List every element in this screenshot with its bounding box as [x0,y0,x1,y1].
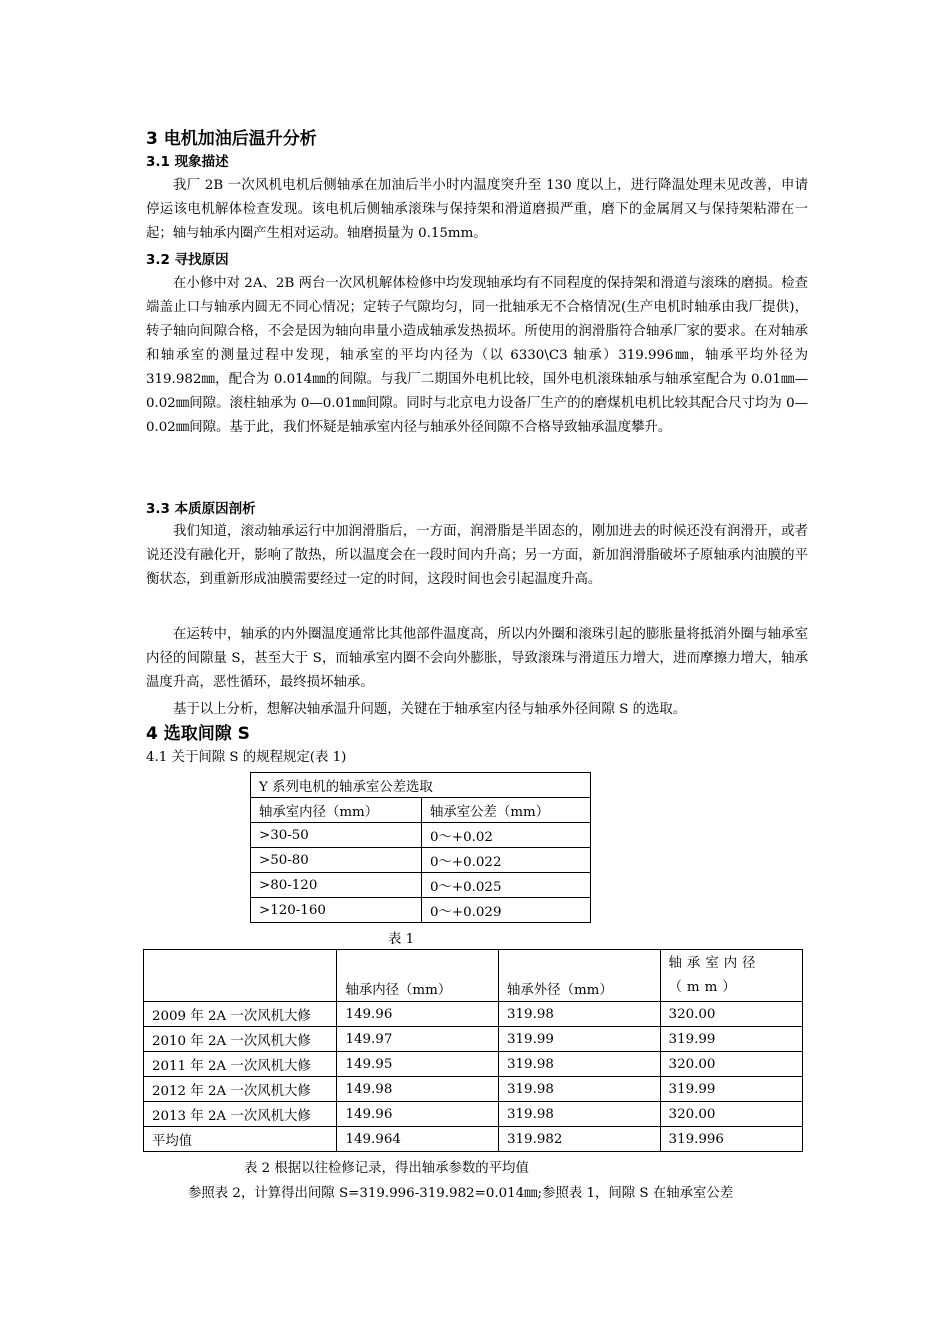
table-cell: 2009 年 2A 一次风机大修 [144,1002,337,1027]
table-cell: 149.95 [337,1052,499,1077]
table-cell: 平均值 [144,1127,337,1152]
table-cell: 0～+0.025 [422,873,591,898]
table-cell: 320.00 [660,1102,802,1127]
table-cell: >120-160 [251,898,422,923]
table-row [144,1102,803,1127]
section-4-heading: 4 选取间隙 S [146,724,250,744]
tolerance-table [250,772,591,923]
table-cell: 149.96 [337,1102,499,1127]
table-cell: 0～+0.029 [422,898,591,923]
table-cell: 319.99 [499,1027,661,1052]
table-row [251,823,591,848]
table-cell: 319.98 [499,1002,661,1027]
section-3-3-paragraph-1: 我们知道，滚动轴承运行中加润滑脂后，一方面，润滑脂是半固态的，刚加进去的时候还没有润滑开，或者说还没有融化开，影响了散热，所以温度会在一段时间内升高；另一方面，新加润滑脂破坏子原轴承内油膜的平衡状态，到重新形成油膜需要经过一定的时间，这段时间也会引起温度升高。 [146,524,808,587]
table-row [251,898,591,923]
table-2-caption: 表 2 根据以往检修记录，得出轴承参数的平均值 [244,1161,529,1176]
section-3-heading: 3 电机加油后温升分析 [146,129,317,149]
table-cell: 0～+0.022 [422,848,591,873]
header-cell [144,950,337,1002]
table-cell: 319.98 [499,1102,661,1127]
table-cell: 149.98 [337,1077,499,1102]
section-3-1-heading: 3.1 现象描述 [146,154,229,170]
table-1-caption: 表 1 [388,932,415,947]
section-3-2-paragraph: 在小修中对 2A、2B 两台一次风机解体检修中均发现轴承均有不同程度的保持架和滑道与滚珠的磨损。检查端盖止口与轴承内圆无不同心情况；定转子气隙均匀，同一批轴承无不合格情况(生产电机时轴承由我厂提供)，转子轴向间隙合格，不会是因为轴向串量小造成轴承发热损坏。所使用的润滑脂符合轴承厂家的要求。在对轴承和轴承室的测量过程中发现，轴承室的平均内径为（以 6330\C3 轴承）319.996㎜，轴承平均外径为 319.982㎜，配合为 0.014㎜的间隙。与我厂二期国外电机比较，国外电机滚珠轴承与轴承室配合为 0.01㎜—0.02㎜间隙。滚柱轴承为 0—0.01㎜间隙。同时与北京电力设备厂生产的的磨煤机电机比较其配合尺寸均为 0—0.02㎜间隙。基于此，我们怀疑是轴承室内径与轴承外径间隙不合格导致轴承温度攀升。 [146,276,808,435]
table-cell: >80-120 [251,873,422,898]
table-cell: 320.00 [660,1052,802,1077]
section-3-1-paragraph: 我厂 2B 一次风机电机后侧轴承在加油后半小时内温度突升至 130 度以上，进行降温处理未见改善，申请停运该电机解体检查发现。该电机后侧轴承滚珠与保持架和滑道磨损严重，磨下的金属屑又与保持架粘滞在一起；轴与轴承内圈产生相对运动。轴磨损量为 0.15mm。 [146,178,808,241]
table-cell: 319.99 [660,1077,802,1102]
table-row [144,1077,803,1102]
table-row [144,1052,803,1077]
table-cell: 0～+0.02 [422,823,591,848]
table-cell: 319.99 [660,1027,802,1052]
section-4-1-subheading: 4.1 关于间隙 S 的规程规定(表 1) [146,750,347,765]
table-cell: 319.98 [499,1077,661,1102]
table-cell: 2010 年 2A 一次风机大修 [144,1027,337,1052]
table-cell: 2013 年 2A 一次风机大修 [144,1102,337,1127]
table-row [251,773,591,798]
table-row [251,848,591,873]
table-header-row [251,798,591,823]
table-cell: 2011 年 2A 一次风机大修 [144,1052,337,1077]
header-cell: 轴承室内径（mm） [251,798,422,823]
closing-paragraph-line: 参照表 2，计算得出间隙 S=319.996-319.982=0.014㎜;参照表 1，间隙 S 在轴承室公差 [188,1186,734,1201]
section-3-3-paragraph-2: 在运转中，轴承的内外圈温度通常比其他部件温度高，所以内外圈和滚珠引起的膨胀量将抵消外圈与轴承室内径的间隙量 S，甚至大于 S，而轴承室内圈不会向外膨胀，导致滚珠与滑道压力增大，进而摩擦力增大，轴承温度升高，恶性循环，最终损坏轴承。 [146,627,808,690]
section-3-3-heading: 3.3 本质原因剖析 [146,501,256,517]
table-cell: 319.98 [499,1052,661,1077]
header-cell: 轴承外径（mm） [499,950,661,1002]
table-title-cell: Y 系列电机的轴承室公差选取 [251,773,591,798]
table-cell: >30-50 [251,823,422,848]
header-cell: 轴承内径（mm） [337,950,499,1002]
bearing-records-table [143,949,803,1152]
table-row [251,873,591,898]
table-cell: 149.97 [337,1027,499,1052]
table-cell: 319.982 [499,1127,661,1152]
table-cell: >50-80 [251,848,422,873]
table-row [144,1027,803,1052]
table-row [144,1127,803,1152]
section-3-3-paragraph-3: 基于以上分析，想解决轴承温升问题，关键在于轴承室内径与轴承外径间隙 S 的选取。 [173,702,687,717]
header-cell: 轴承室内径（mm） [660,950,802,1002]
table-cell: 149.964 [337,1127,499,1152]
table-cell: 319.996 [660,1127,802,1152]
header-cell: 轴承室公差（mm） [422,798,591,823]
table-header-row [144,950,803,1002]
table-cell: 149.96 [337,1002,499,1027]
table-cell: 2012 年 2A 一次风机大修 [144,1077,337,1102]
table-cell: 320.00 [660,1002,802,1027]
table-row [144,1002,803,1027]
section-3-2-heading: 3.2 寻找原因 [146,252,229,268]
